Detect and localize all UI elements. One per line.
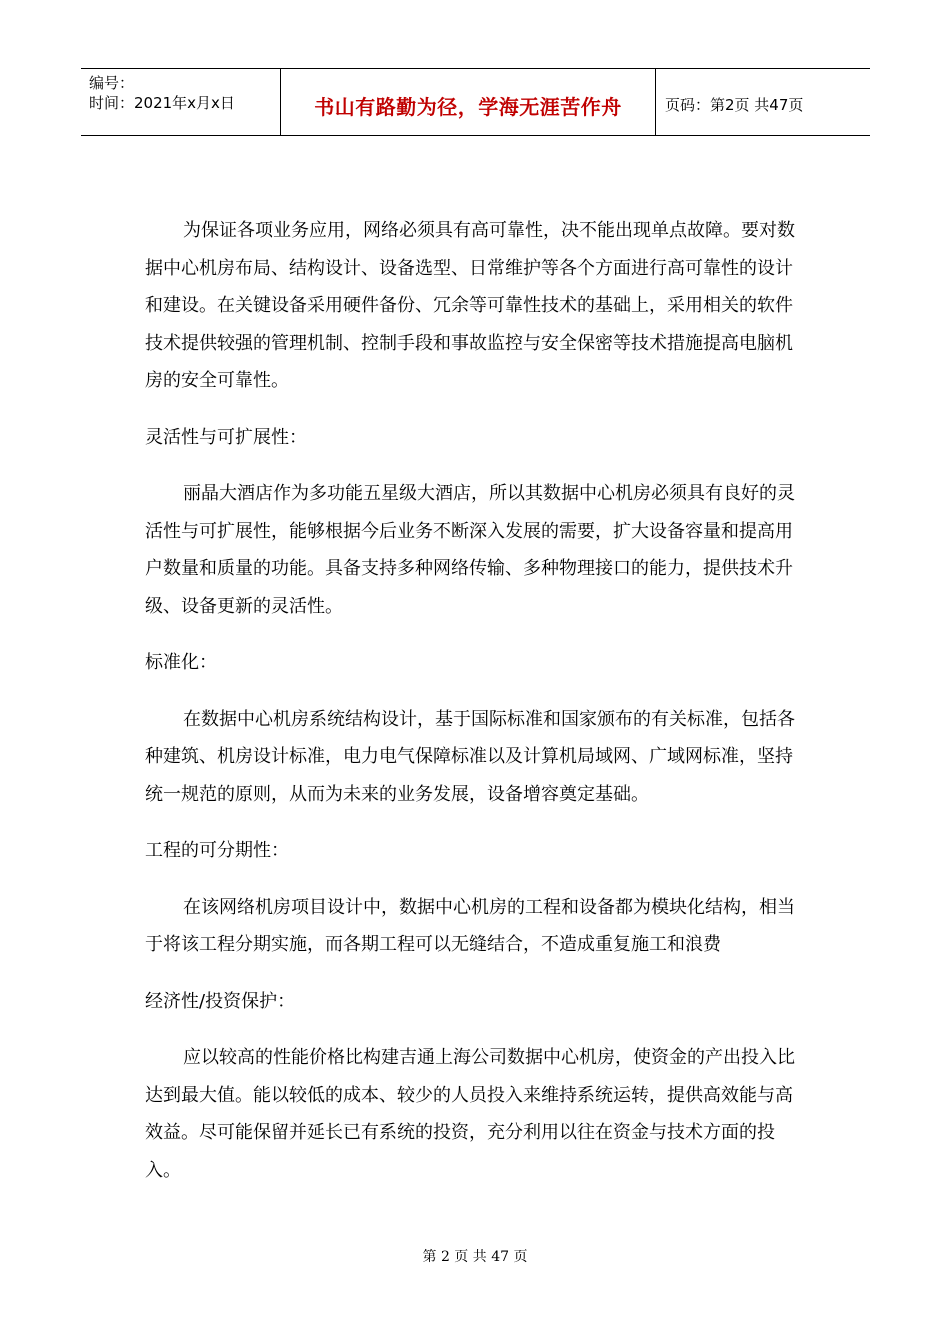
body-paragraph: 应以较高的性能价格比构建吉通上海公司数据中心机房，使资金的产出投入比达到最大值。能以较低的成本、较少的人员投入来维持系统运转，提供高效能与高效益。尽可能保留并延长已有系统的投资，充分利用以往在资金与技术方面的投入。 xyxy=(145,1047,795,1181)
body-paragraph: 在数据中心机房系统结构设计，基于国际标准和国家颁布的有关标准，包括各种建筑、机房设计标准，电力电气保障标准以及计算机局域网、广域网标准，坚持统一规范的原则，从而为未来的业务发展，设备增容奠定基础。 xyxy=(145,708,795,805)
page-footer: 第 2 页 共 47 页 xyxy=(422,1249,528,1265)
section-heading: 经济性/投资保护： xyxy=(145,990,296,1012)
document-body xyxy=(145,212,805,1208)
section-heading: 标准化： xyxy=(145,652,217,673)
body-paragraph: 丽晶大酒店作为多功能五星级大酒店，所以其数据中心机房必须具有良好的灵活性与可扩展性，能够根据今后业务不断深入发展的需要，扩大设备容量和提高用户数量和质量的功能。具备支持多种网络传输、多种物理接口的能力，提供技术升级、设备更新的灵活性。 xyxy=(145,483,795,617)
document-number-label: 编号： xyxy=(89,74,135,92)
header-page-info: 页码：第2页 共47页 xyxy=(665,96,804,114)
header-divider-right xyxy=(655,69,656,135)
page-header xyxy=(81,68,870,136)
body-paragraph: 为保证各项业务应用，网络必须具有高可靠性，决不能出现单点故障。要对数据中心机房布局、结构设计、设备选型、日常维护等各个方面进行高可靠性的设计和建设。在关键设备采用硬件备份、冗余等可靠性技术的基础上，采用相关的软件技术提供较强的管理机制、控制手段和事故监控与安全保密等技术措施提高电脑机房的安全可靠性。 xyxy=(145,220,795,391)
body-paragraph: 在该网络机房项目设计中，数据中心机房的工程和设备都为模块化结构，相当于将该工程分期实施，而各期工程可以无缝结合，不造成重复施工和浪费 xyxy=(145,896,795,955)
header-motto: 书山有路勤为径，学海无涯苦作舟 xyxy=(314,95,622,119)
header-meta xyxy=(89,73,235,113)
section-heading: 灵活性与可扩展性： xyxy=(145,426,307,448)
document-time-label: 时间：2021年x月x日 xyxy=(89,94,235,112)
section-heading: 工程的可分期性： xyxy=(145,840,289,861)
